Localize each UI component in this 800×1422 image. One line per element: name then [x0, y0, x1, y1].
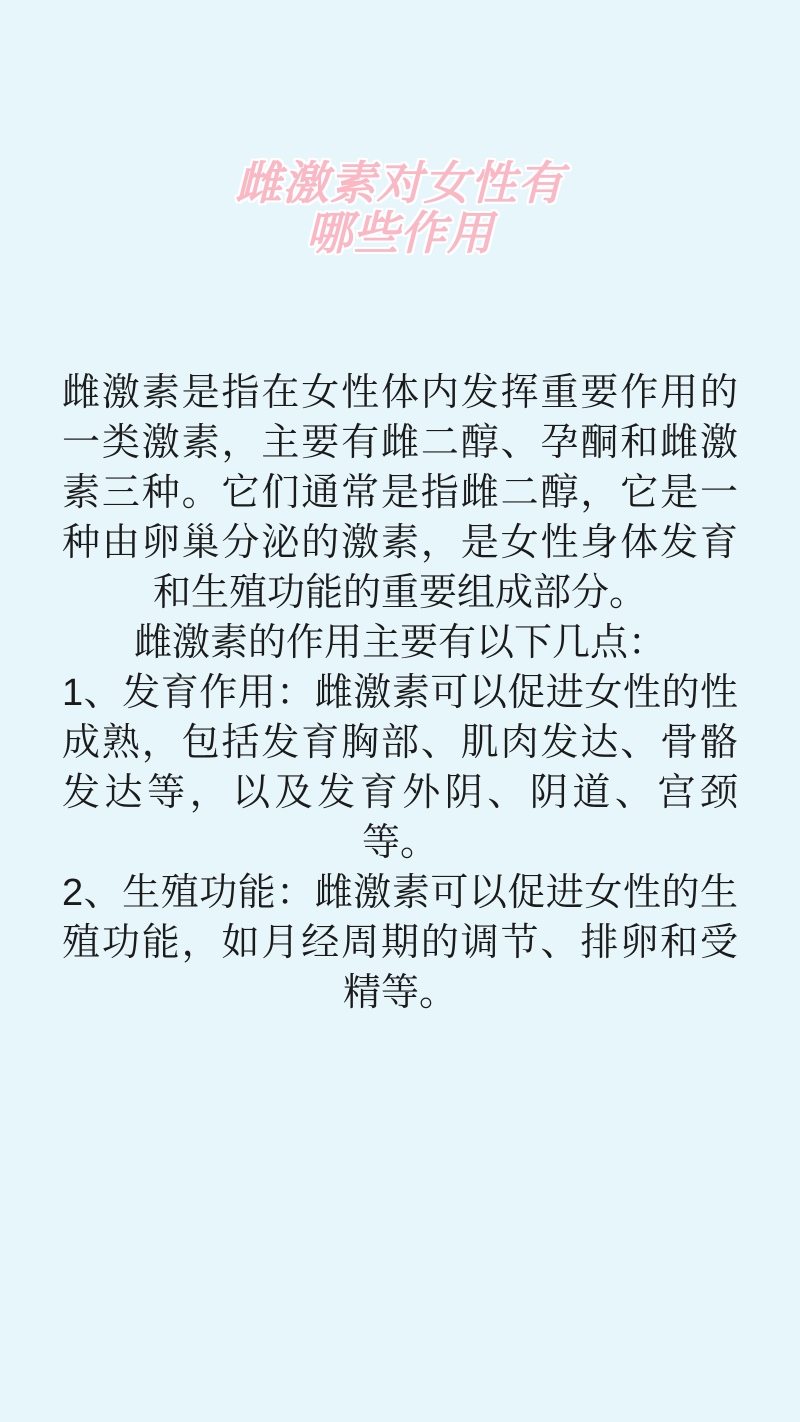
poster-body [62, 368, 738, 1018]
body-paragraph-4: 2、生殖功能：雌激素可以促进女性的生殖功能，如月经周期的调节、排卵和受精等。 [62, 872, 738, 1014]
body-paragraph-1: 雌激素是指在女性体内发挥重要作用的一类激素，主要有雌二醇、孕酮和雌激素三种。它们通常是指雌二醇，它是一种由卵巢分泌的激素，是女性身体发育和生殖功能的重要组成部分。 [62, 372, 738, 614]
body-paragraph-2: 雌激素的作用主要有以下几点： [133, 622, 666, 664]
poster-title [0, 158, 800, 258]
body-paragraph-3: 1、发育作用：雌激素可以促进女性的性成熟，包括发育胸部、肌肉发达、骨骼发达等，以及发育外阴、阴道、宫颈等。 [62, 672, 738, 864]
title-line-1: 雌激素对女性有 [235, 157, 565, 209]
title-line-2: 哪些作用 [306, 207, 494, 259]
